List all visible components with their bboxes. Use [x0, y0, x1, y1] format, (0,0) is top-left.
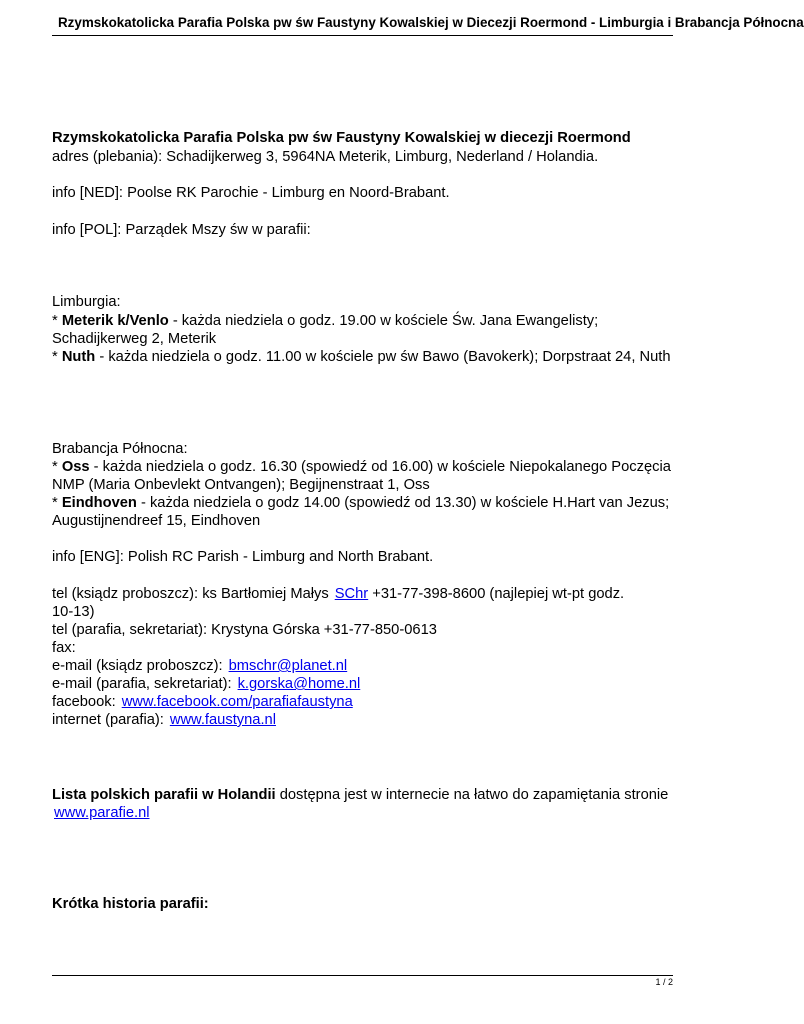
limburgia-item-nuth	[52, 348, 671, 366]
mass-details: - każda niedziela o godz. 19.00 w kościele Św. Jana Ewangelisty;	[168, 313, 599, 329]
parish-phone: tel (parafia, sekretariat): Krystyna Górska +31-77-850-0613	[52, 622, 437, 638]
brabancja-item-oss	[52, 458, 671, 476]
priest-phone-number: +31-77-398-8600 (najlepiej wt-pt godz.	[368, 586, 625, 602]
brabancja-item-eindhoven-address: Augustijnendreef 15, Eindhoven	[52, 513, 261, 529]
limburgia-item-meterik-address: Schadijkerweg 2, Meterik	[52, 331, 217, 347]
facebook-label: facebook:	[52, 694, 116, 710]
parish-list-text: dostępna jest w internecie na łatwo do zapamiętania stronie	[275, 787, 669, 803]
fax-line: fax:	[52, 640, 76, 656]
priest-skype-link[interactable]: SChr	[334, 586, 369, 602]
parish-title: Rzymskokatolicka Parafia Polska pw św Faustyny Kowalskiej w diecezji Roermond	[52, 130, 631, 146]
location-name: Meterik k/Venlo	[61, 313, 169, 329]
page-header-title: Rzymskokatolicka Parafia Polska pw św Faustyny Kowalskiej w Diecezji Roermond - Limburgia i Brabancja Północna	[58, 15, 804, 30]
parish-list-bold: Lista polskich parafii w Holandii	[52, 787, 276, 803]
priest-email-line	[52, 657, 347, 675]
bullet: *	[52, 349, 58, 365]
internet-label: internet (parafia):	[52, 712, 164, 728]
parish-address: adres (plebania): Schadijkerweg 3, 5964NA Meterik, Limburg, Nederland / Holandia.	[52, 149, 599, 165]
facebook-line	[52, 693, 353, 711]
parish-list-line	[52, 786, 668, 804]
mass-details: - każda niedziela o godz 14.00 (spowiedź od 13.30) w kościele H.Hart van Jezus;	[136, 495, 670, 511]
location-name: Eindhoven	[61, 495, 137, 511]
mass-details: - każda niedziela o godz. 11.00 w kościele pw św Bawo (Bavokerk); Dorpstraat 24, Nuth	[95, 349, 671, 365]
brabancja-item-oss-address: NMP (Maria Onbevlekt Ontvangen); Begijnenstraat 1, Oss	[52, 477, 430, 493]
priest-email-label: e-mail (ksiądz proboszcz):	[52, 658, 223, 674]
priest-email-link[interactable]: bmschr@planet.nl	[228, 658, 348, 674]
info-eng: info [ENG]: Polish RC Parish - Limburg and North Brabant.	[52, 549, 434, 565]
location-name: Oss	[61, 459, 90, 475]
brabancja-item-eindhoven	[52, 494, 669, 512]
mass-details: - każda niedziela o godz. 16.30 (spowiedź od 16.00) w kościele Niepokalanego Poczęcia	[89, 459, 671, 475]
info-ned: info [NED]: Poolse RK Parochie - Limburg en Noord-Brabant.	[52, 185, 450, 201]
footer-divider	[52, 975, 673, 976]
limburgia-item-meterik	[52, 312, 598, 330]
priest-phone-hours: 10-13)	[52, 604, 95, 620]
internet-line	[52, 711, 276, 729]
priest-phone-label: tel (ksiądz proboszcz): ks Bartłomiej Małys	[52, 586, 329, 602]
page-number: 1 / 2	[655, 977, 673, 987]
header-divider	[52, 35, 673, 36]
parish-list-link-line	[54, 804, 150, 822]
parish-email-line	[52, 675, 360, 693]
parish-email-label: e-mail (parafia, sekretariat):	[52, 676, 232, 692]
history-heading: Krótka historia parafii:	[52, 896, 209, 912]
priest-phone-line	[52, 585, 624, 603]
info-pol: info [POL]: Parządek Mszy św w parafii:	[52, 222, 311, 238]
website-link[interactable]: www.faustyna.nl	[169, 712, 276, 728]
bullet: *	[52, 495, 58, 511]
facebook-link[interactable]: www.facebook.com/parafiafaustyna	[121, 694, 353, 710]
parish-email-link[interactable]: k.gorska@home.nl	[237, 676, 361, 692]
bullet: *	[52, 459, 58, 475]
parafie-link[interactable]: www.parafie.nl	[54, 805, 150, 821]
bullet: *	[52, 313, 58, 329]
limburgia-heading: Limburgia:	[52, 294, 121, 310]
location-name: Nuth	[61, 349, 96, 365]
brabancja-heading: Brabancja Północna:	[52, 441, 188, 457]
